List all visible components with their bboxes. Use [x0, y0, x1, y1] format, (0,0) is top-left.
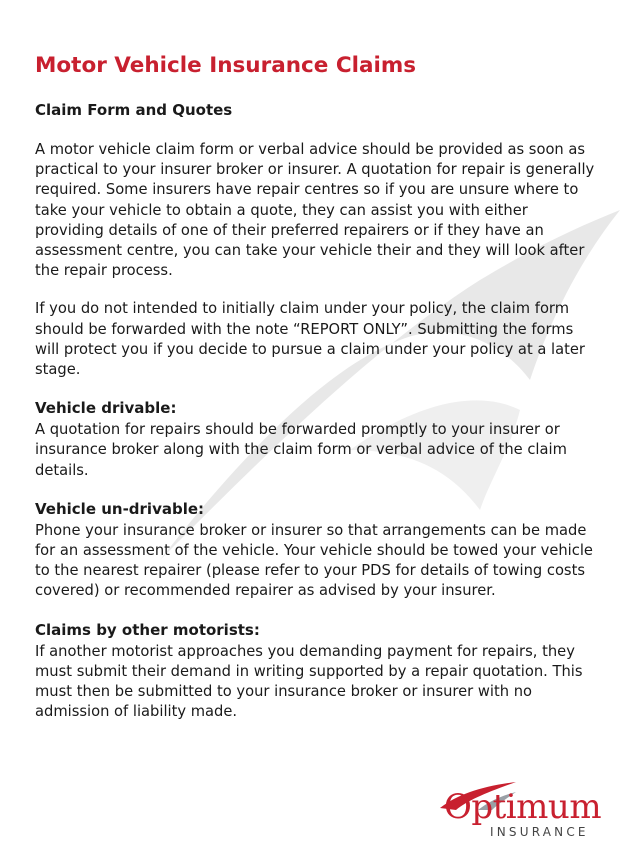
heading-vehicle-undrivable: Vehicle un-drivable:: [35, 499, 205, 518]
logo-name: Optimum: [444, 787, 602, 827]
heading-vehicle-drivable: Vehicle drivable:: [35, 399, 177, 418]
logo-tagline: INSURANCE: [490, 825, 589, 839]
paragraph-report-only: If you do not intended to initially claim under your policy, the claim form should be forwarded with the note “REPORT ONLY”. Submitting the forms will protect you if you decide to pursue a claim under your policy at a later stage.: [35, 300, 585, 379]
heading-other-motorists: Claims by other motorists:: [35, 620, 260, 639]
section-subtitle: Claim Form and Quotes: [35, 101, 233, 119]
paragraph-vehicle-undrivable: Phone your insurance broker or insurer so that arrangements can be made for an assessment of the vehicle. Your vehicle should be towed your vehicle to the nearest repairer (please refer to your PDS for details of towing costs covered) or recommended repairer as advised by your insurer.: [35, 521, 593, 600]
paragraph-claim-form: A motor vehicle claim form or verbal advice should be provided as soon as practical to your insurer broker or insurer. A quotation for repair is generally required. Some insurers have repair centres so if you are unsure where to take your vehicle to obtain a quote, they can assist you with either providing details of one of their preferred repairers or if they have an assessment centre, you can take your vehicle their and they will look after the repair process.: [35, 141, 595, 280]
optimum-insurance-logo: [438, 788, 608, 840]
paragraph-vehicle-drivable: A quotation for repairs should be forwarded promptly to your insurer or insurance broker along with the claim form or verbal advice of the claim details.: [35, 421, 567, 479]
page-title: Motor Vehicle Insurance Claims: [35, 53, 417, 78]
document-content: [35, 52, 600, 740]
paragraph-other-motorists: If another motorist approaches you demanding payment for repairs, they must submit their demand in writing supported by a repair quotation. This must then be submitted to your insurance broker or insurer with no admission of liability made.: [35, 642, 583, 721]
